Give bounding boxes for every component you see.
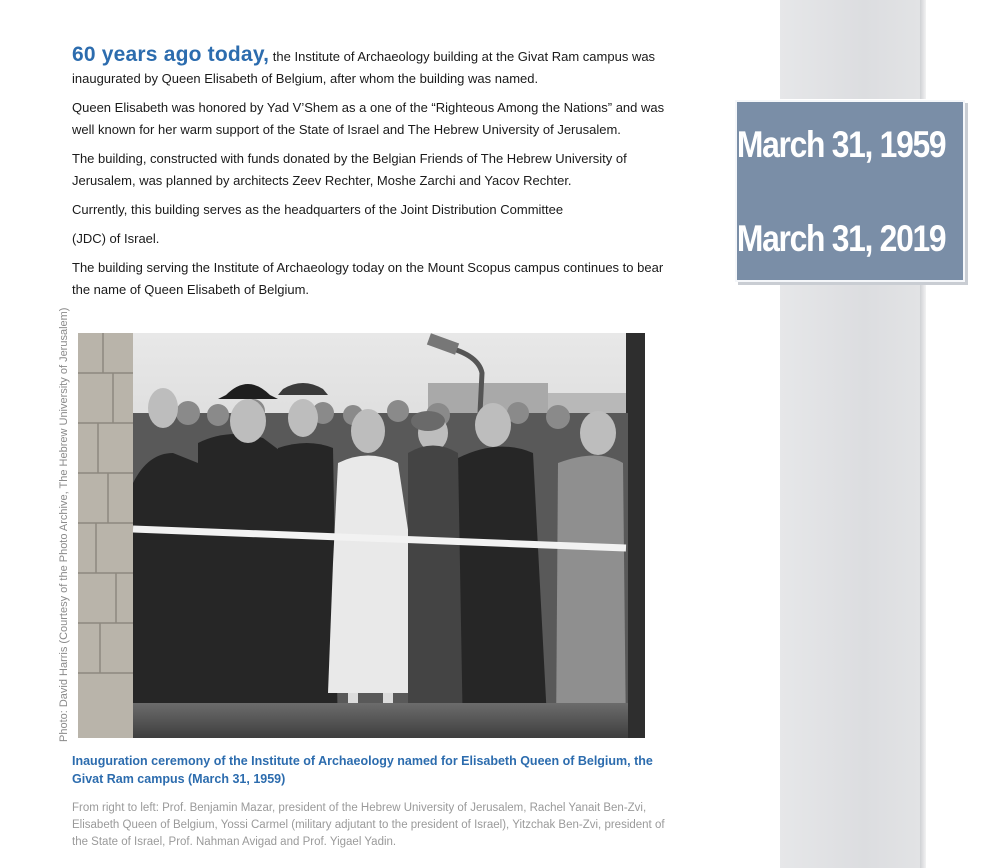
ceremony-photo bbox=[78, 333, 645, 738]
paragraph-6: The building serving the Institute of Archaeology today on the Mount Scopus campus continues to bear the name of Queen Elisabeth of Belgium. bbox=[72, 260, 664, 297]
date-now: March 31, 2019 bbox=[736, 218, 945, 259]
paragraph-1 bbox=[72, 44, 672, 90]
paragraph-2: Queen Elisabeth was honored by Yad V’Shem as a one of the “Righteous Among the Nations” and was well known for her warm support of the State of Israel and The Hebrew University of Jerusalem. bbox=[72, 100, 665, 137]
ceremony-photo-illustration bbox=[78, 333, 645, 738]
photo-credit: Photo: David Harris (Courtesy of the Photo Archive, The Hebrew University of Jerusalem) bbox=[58, 307, 70, 742]
paragraph-5: (JDC) of Israel. bbox=[72, 231, 160, 246]
paragraph-4: Currently, this building serves as the headquarters of the Joint Distribution Committee bbox=[72, 202, 564, 217]
article-text bbox=[72, 44, 672, 308]
paragraph-3: The building, constructed with funds donated by the Belgian Friends of The Hebrew University of Jerusalem, was planned by architects Zeev Rechter, Moshe Zarchi and Yacov Rechter. bbox=[72, 151, 627, 188]
date-then: March 31, 1959 bbox=[736, 124, 945, 165]
caption-body: From right to left: Prof. Benjamin Mazar, president of the Hebrew University of Jerusalem, Rachel Yanait Ben-Zvi, Elisabeth Queen of Belgium, Yossi Carmel (military adjutant to the president of Israel), Yitzchak Ben-Zvi, president of the State of Israel, Prof. Nahman Avigad and Prof. Yigael Yadin. bbox=[72, 802, 665, 848]
caption-title: Inauguration ceremony of the Institute of Archaeology named for Elisabeth Queen of Belgium, the Givat Ram campus (March 31, 1959) bbox=[72, 754, 653, 786]
paragraph-1-text: the Institute of Archaeology building at the Givat Ram campus was inaugurated by Queen Elisabeth of Belgium, after whom the building was named. bbox=[72, 49, 656, 86]
headline: 60 years ago today, bbox=[72, 43, 270, 66]
date-box bbox=[735, 100, 965, 282]
